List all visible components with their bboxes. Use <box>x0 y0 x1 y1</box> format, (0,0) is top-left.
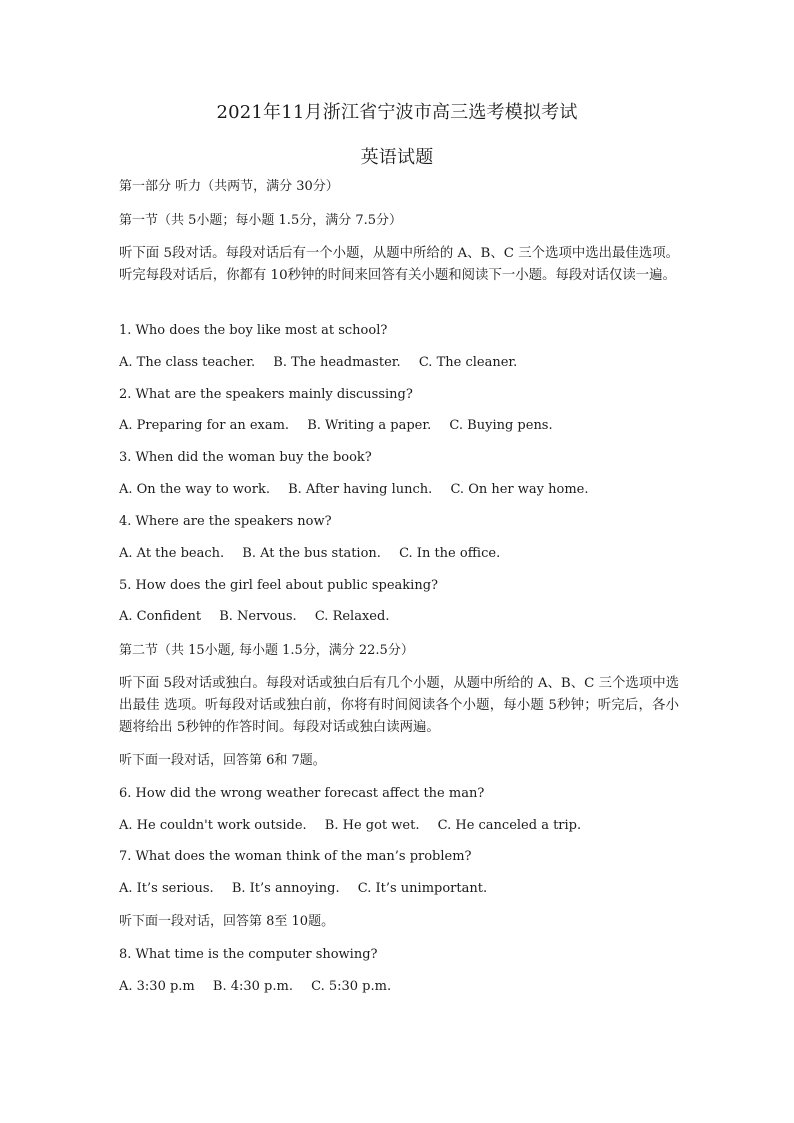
question-8-option-c: C. 5:30 p.m. <box>311 979 392 994</box>
question-7-option-a: A. It’s serious. <box>119 881 214 896</box>
question-2-option-c: C. Buying pens. <box>449 418 553 433</box>
question-4-option-b: B. At the bus station. <box>242 546 381 561</box>
question-2-options <box>119 415 684 437</box>
question-1-stem: 1. Who does the boy like most at school? <box>119 323 388 338</box>
question-3-options <box>119 479 684 501</box>
question-5-options <box>119 606 684 628</box>
exam-subtitle: 英语试题 <box>360 147 434 168</box>
question-5-option-c: C. Relaxed. <box>314 609 390 624</box>
question-3-stem: 3. When did the woman buy the book? <box>119 450 372 465</box>
question-6-option-c: C. He canceled a trip. <box>437 818 582 833</box>
question-1-option-b: B. The headmaster. <box>273 355 401 370</box>
question-5-stem: 5. How does the girl feel about public speaking? <box>119 578 439 593</box>
question-8-option-a: A. 3:30 p.m <box>119 979 195 994</box>
part1-heading: 第一部分 听力（共两节，满分 30分） <box>119 179 339 194</box>
question-1-options <box>119 352 684 374</box>
question-6-option-b: B. He got wet. <box>324 818 420 833</box>
question-2-option-a: A. Preparing for an exam. <box>119 418 290 433</box>
question-4-option-a: A. At the beach. <box>119 546 225 561</box>
question-2-option-b: B. Writing a paper. <box>307 418 432 433</box>
section2-instructions: 听下面 5段对话或独白。每段对话或独白后有几个小题，从题中所给的 A、B、C 三个选项中选出最佳 选项。听每段对话或独白前，你将有时间阅读各个小题，每小题 5秒钟；听完后，各小题将给出 5秒钟的作答时间。每段对话或独白读两遍。 <box>119 676 679 735</box>
section1-instructions: 听下面 5段对话。每段对话后有一个小题，从题中所给的 A、B、C 三个选项中选出最佳选项。听完每段对话后，你都有 10秒钟的时间来回答有关小题和阅读下一小题。每段对话仅读一遍。 <box>119 246 679 283</box>
section2-heading: 第二节（共 15小题, 每小题 1.5分，满分 22.5分） <box>119 643 414 658</box>
question-6-stem: 6. How did the wrong weather forecast affect the man? <box>119 786 485 801</box>
question-4-options <box>119 543 684 565</box>
question-8-option-b: B. 4:30 p.m. <box>212 979 293 994</box>
question-7-option-b: B. It’s annoying. <box>231 881 340 896</box>
question-3-option-c: C. On her way home. <box>450 482 589 497</box>
exam-title: 2021年11月浙江省宁波市高三选考模拟考试 <box>216 102 578 123</box>
question-3-option-a: A. On the way to work. <box>119 482 270 497</box>
question-5-option-b: B. Nervous. <box>219 609 297 624</box>
question-7-stem: 7. What does the woman think of the man’s problem? <box>119 849 472 864</box>
question-4-option-c: C. In the office. <box>399 546 501 561</box>
question-7-option-c: C. It’s unimportant. <box>357 881 488 896</box>
question-1-option-c: C. The cleaner. <box>418 355 518 370</box>
question-8-stem: 8. What time is the computer showing? <box>119 947 378 962</box>
question-2-stem: 2. What are the speakers mainly discussing? <box>119 387 413 402</box>
section1-heading: 第一节（共 5小题；每小题 1.5分，满分 7.5分） <box>119 213 403 228</box>
group-1-instruction: 听下面一段对话，回答第 6和 7题。 <box>119 753 326 768</box>
question-6-option-a: A. He couldn't work outside. <box>119 818 307 833</box>
question-7-options <box>119 878 684 900</box>
question-3-option-b: B. After having lunch. <box>288 482 433 497</box>
group-2-instruction: 听下面一段对话，回答第 8至 10题。 <box>119 914 335 929</box>
question-1-option-a: A. The class teacher. <box>119 355 256 370</box>
question-8-options <box>119 976 684 998</box>
question-6-options <box>119 815 684 837</box>
question-5-option-a: A. Confident <box>119 609 202 624</box>
question-4-stem: 4. Where are the speakers now? <box>119 514 332 529</box>
